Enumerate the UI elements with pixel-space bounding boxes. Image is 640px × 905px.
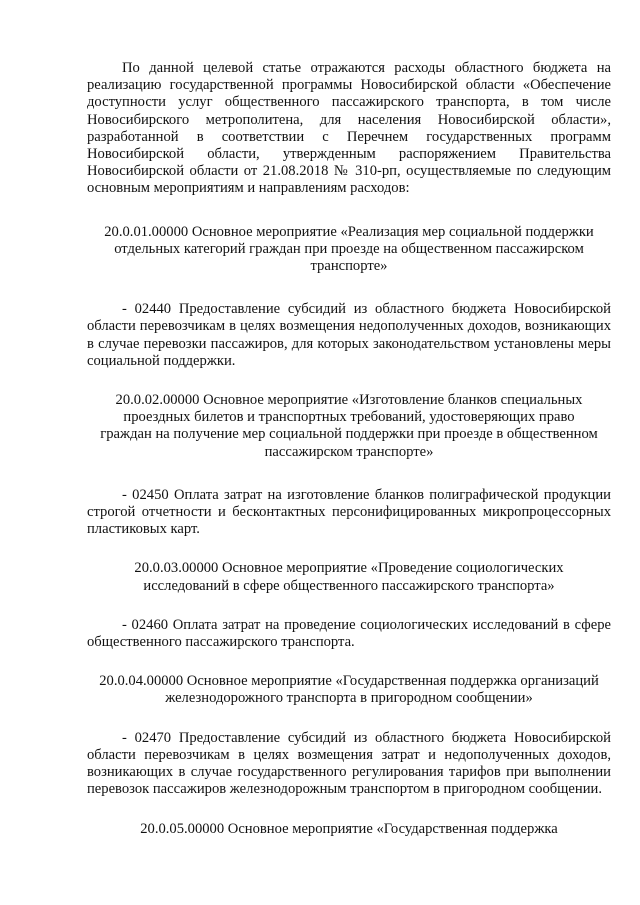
section-heading-3: 20.0.03.00000 Основное мероприятие «Проведение социологических исследований в сфере общественного пассажирского транспорта» [134, 560, 564, 594]
spacer [87, 370, 611, 392]
section-item-2: - 02450 Оплата затрат на изготовление бланков полиграфической продукции строгой отчетности и бесконтактных персонифицированных микропроцессорных пластиковых карт. [87, 486, 611, 538]
section-item-4: - 02470 Предоставление субсидий из областного бюджета Новосибирской области перевозчикам в целях возмещения затрат и недополученных доходов, возникающих в случае государственного регулирования тарифов при выполнении перевозок пассажиров железнодорожным транспортом в пригородном сообщении. [87, 729, 611, 798]
spacer [87, 198, 611, 224]
spacer [87, 799, 611, 821]
spacer [87, 538, 611, 560]
section-item-3: - 02460 Оплата затрат на проведение социологических исследований в сфере общественного пассажирского транспорта. [87, 616, 611, 651]
section-heading-5: 20.0.05.00000 Основное мероприятие «Государственная поддержка [140, 820, 558, 837]
intro-paragraph: По данной целевой статье отражаются расходы областного бюджета на реализацию государственной программы Новосибирской области «Обеспечение доступности услуг общественного пассажирского транспорта, в том числе Новосибирского метрополитена, для населения Новосибирской области», разработанной в соответствии с Перечнем государственных программ Новосибирской области, утвержденным распоряжением Правительства Новосибирской области от 21.08.2018 № 310-рп, осуществляемые по следующим основным мероприятиям и направлениям расходов: [87, 60, 611, 197]
section-item-1: - 02440 Предоставление субсидий из областного бюджета Новосибирской области перевозчикам в целях возмещения недополученных доходов, возникающих в случае перевозки пассажиров, для которых законодательством установлены меры социальной поддержки. [87, 301, 611, 369]
spacer [87, 708, 611, 730]
document-page [87, 60, 611, 838]
spacer [87, 461, 611, 487]
section-heading-2: 20.0.02.00000 Основное мероприятие «Изготовление бланков специальных проездных билетов и транспортных требований, удостоверяющих право граждан на получение мер социальной поддержки при проезде в общественном пассажирском транспорте» [100, 392, 598, 460]
section-heading-4: 20.0.04.00000 Основное мероприятие «Государственная поддержка организаций железнодорожного транспорта в пригородном сообщении» [99, 673, 599, 707]
spacer [87, 595, 611, 617]
spacer [87, 651, 611, 673]
spacer [87, 275, 611, 301]
section-heading-1: 20.0.01.00000 Основное мероприятие «Реализация мер социальной поддержки отдельных категорий граждан при проезде на общественном пассажирском транспорте» [104, 223, 594, 275]
